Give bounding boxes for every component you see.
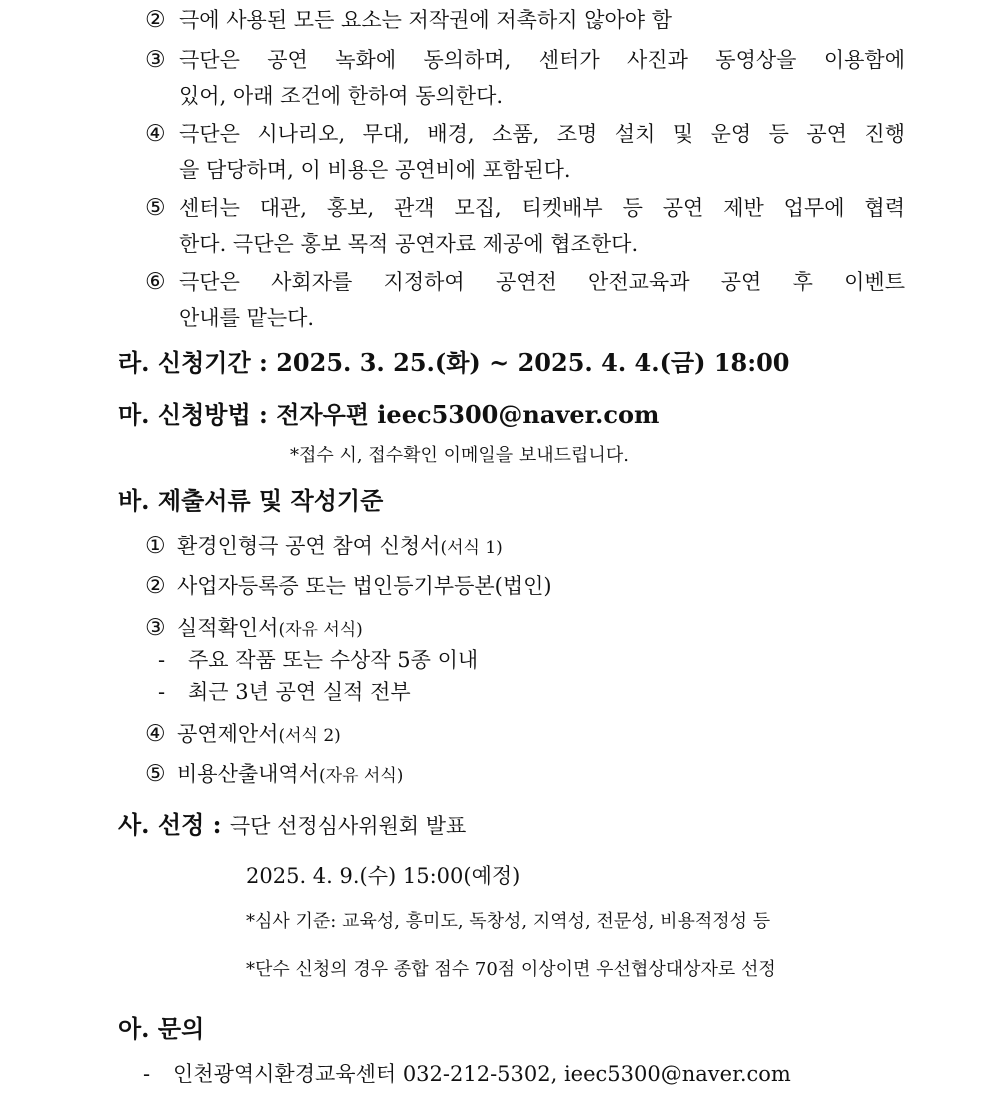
section-title: 사. 선정: [118, 810, 205, 839]
rule-number: ③: [145, 47, 166, 73]
rule-number: ④: [145, 121, 166, 147]
subitem-text: 주요 작품 또는 수상작 5종 이내: [188, 648, 479, 672]
doc-number: ⑤: [145, 761, 166, 787]
rule-text: 극단은 공연 녹화에 동의하며, 센터가 사진과 동영상을 이용함에: [179, 48, 905, 72]
selection-note-1: *심사 기준: 교육성, 흥미도, 독창성, 지역성, 전문성, 비용적정성 등: [246, 911, 771, 932]
section-period: [118, 346, 790, 380]
rule-text-cont: 안내를 맡는다.: [179, 306, 315, 330]
rule-number: ⑤: [145, 195, 166, 221]
inquiry-contact: [143, 1058, 791, 1090]
document-item-4: [145, 718, 341, 752]
rule-item-2: [145, 2, 905, 38]
doc-number: ①: [145, 533, 166, 559]
doc-sub: (서식 1): [440, 538, 503, 558]
document-item-5: [145, 758, 403, 792]
doc-text: 사업자등록증 또는 법인등기부등본(법인): [177, 574, 552, 598]
dash-bullet: -: [143, 1062, 151, 1086]
method-value: 전자우편 ieec5300@naver.com: [276, 400, 660, 429]
doc-text: 환경인형극 공연 참여 신청서: [177, 534, 441, 558]
doc-number: ④: [145, 721, 166, 747]
rule-item-3: [145, 42, 905, 114]
doc-number: ②: [145, 573, 166, 599]
document-item-3: [145, 612, 363, 646]
doc-sub: (서식 2): [278, 726, 341, 746]
separator: :: [250, 400, 277, 429]
rule-text-cont: 한다. 극단은 홍보 목적 공연자료 제공에 협조한다.: [179, 232, 639, 256]
doc-text: 실적확인서: [177, 616, 279, 640]
section-title: 마. 신청방법: [118, 400, 251, 429]
rule-text-cont: 을 담당하며, 이 비용은 공연비에 포함된다.: [179, 158, 571, 182]
document-item-2: [145, 570, 552, 602]
doc-sub: (자유 서식): [319, 766, 404, 786]
rule-item-4: [145, 116, 905, 188]
rule-item-5: [145, 190, 905, 262]
document-item-1: [145, 530, 503, 564]
rule-text: 센터는 대관, 홍보, 관객 모집, 티켓배부 등 공연 제반 업무에 협력: [179, 196, 905, 220]
selection-value: 극단 선정심사위원회 발표: [229, 814, 467, 838]
doc-sub: (자유 서식): [278, 620, 363, 640]
selection-date: 2025. 4. 9.(수) 15:00(예정): [246, 864, 521, 888]
doc-text: 공연제안서: [177, 722, 279, 746]
rule-number: ⑥: [145, 269, 166, 295]
rule-text-cont: 있어, 아래 조건에 한하여 동의한다.: [179, 84, 504, 108]
dash-bullet: -: [158, 648, 166, 672]
dash-bullet: -: [158, 680, 166, 704]
section-selection: [118, 808, 466, 843]
rule-item-6: [145, 264, 905, 336]
separator: :: [204, 810, 230, 839]
section-method: [118, 398, 659, 432]
selection-note-2: *단수 신청의 경우 종합 점수 70점 이상이면 우선협상대상자로 선정: [246, 959, 776, 980]
subitem-text: 최근 3년 공연 실적 전부: [188, 680, 411, 704]
rule-text: 극단은 시나리오, 무대, 배경, 소품, 조명 설치 및 운영 등 공연 진행: [179, 122, 905, 146]
section-title: 라. 신청기간: [118, 348, 251, 377]
contact-text: 인천광역시환경교육센터 032-212-5302, ieec5300@naver.com: [173, 1062, 791, 1086]
rule-number: ②: [145, 7, 166, 33]
rule-text: 극에 사용된 모든 요소는 저작권에 저촉하지 않아야 함: [179, 8, 673, 32]
separator: :: [250, 348, 277, 377]
doc-number: ③: [145, 615, 166, 641]
rule-text: 극단은 사회자를 지정하여 공연전 안전교육과 공연 후 이벤트: [179, 270, 906, 294]
document-subitem-1: [158, 644, 478, 676]
doc-text: 비용산출내역서: [177, 762, 320, 786]
section-inquiry-title: 아. 문의: [118, 1014, 205, 1043]
period-value: 2025. 3. 25.(화) ~ 2025. 4. 4.(금) 18:00: [276, 348, 790, 377]
document-subitem-2: [158, 676, 411, 708]
section-documents-title: 바. 제출서류 및 작성기준: [118, 486, 384, 515]
method-note: *접수 시, 접수확인 이메일을 보내드립니다.: [290, 445, 629, 466]
